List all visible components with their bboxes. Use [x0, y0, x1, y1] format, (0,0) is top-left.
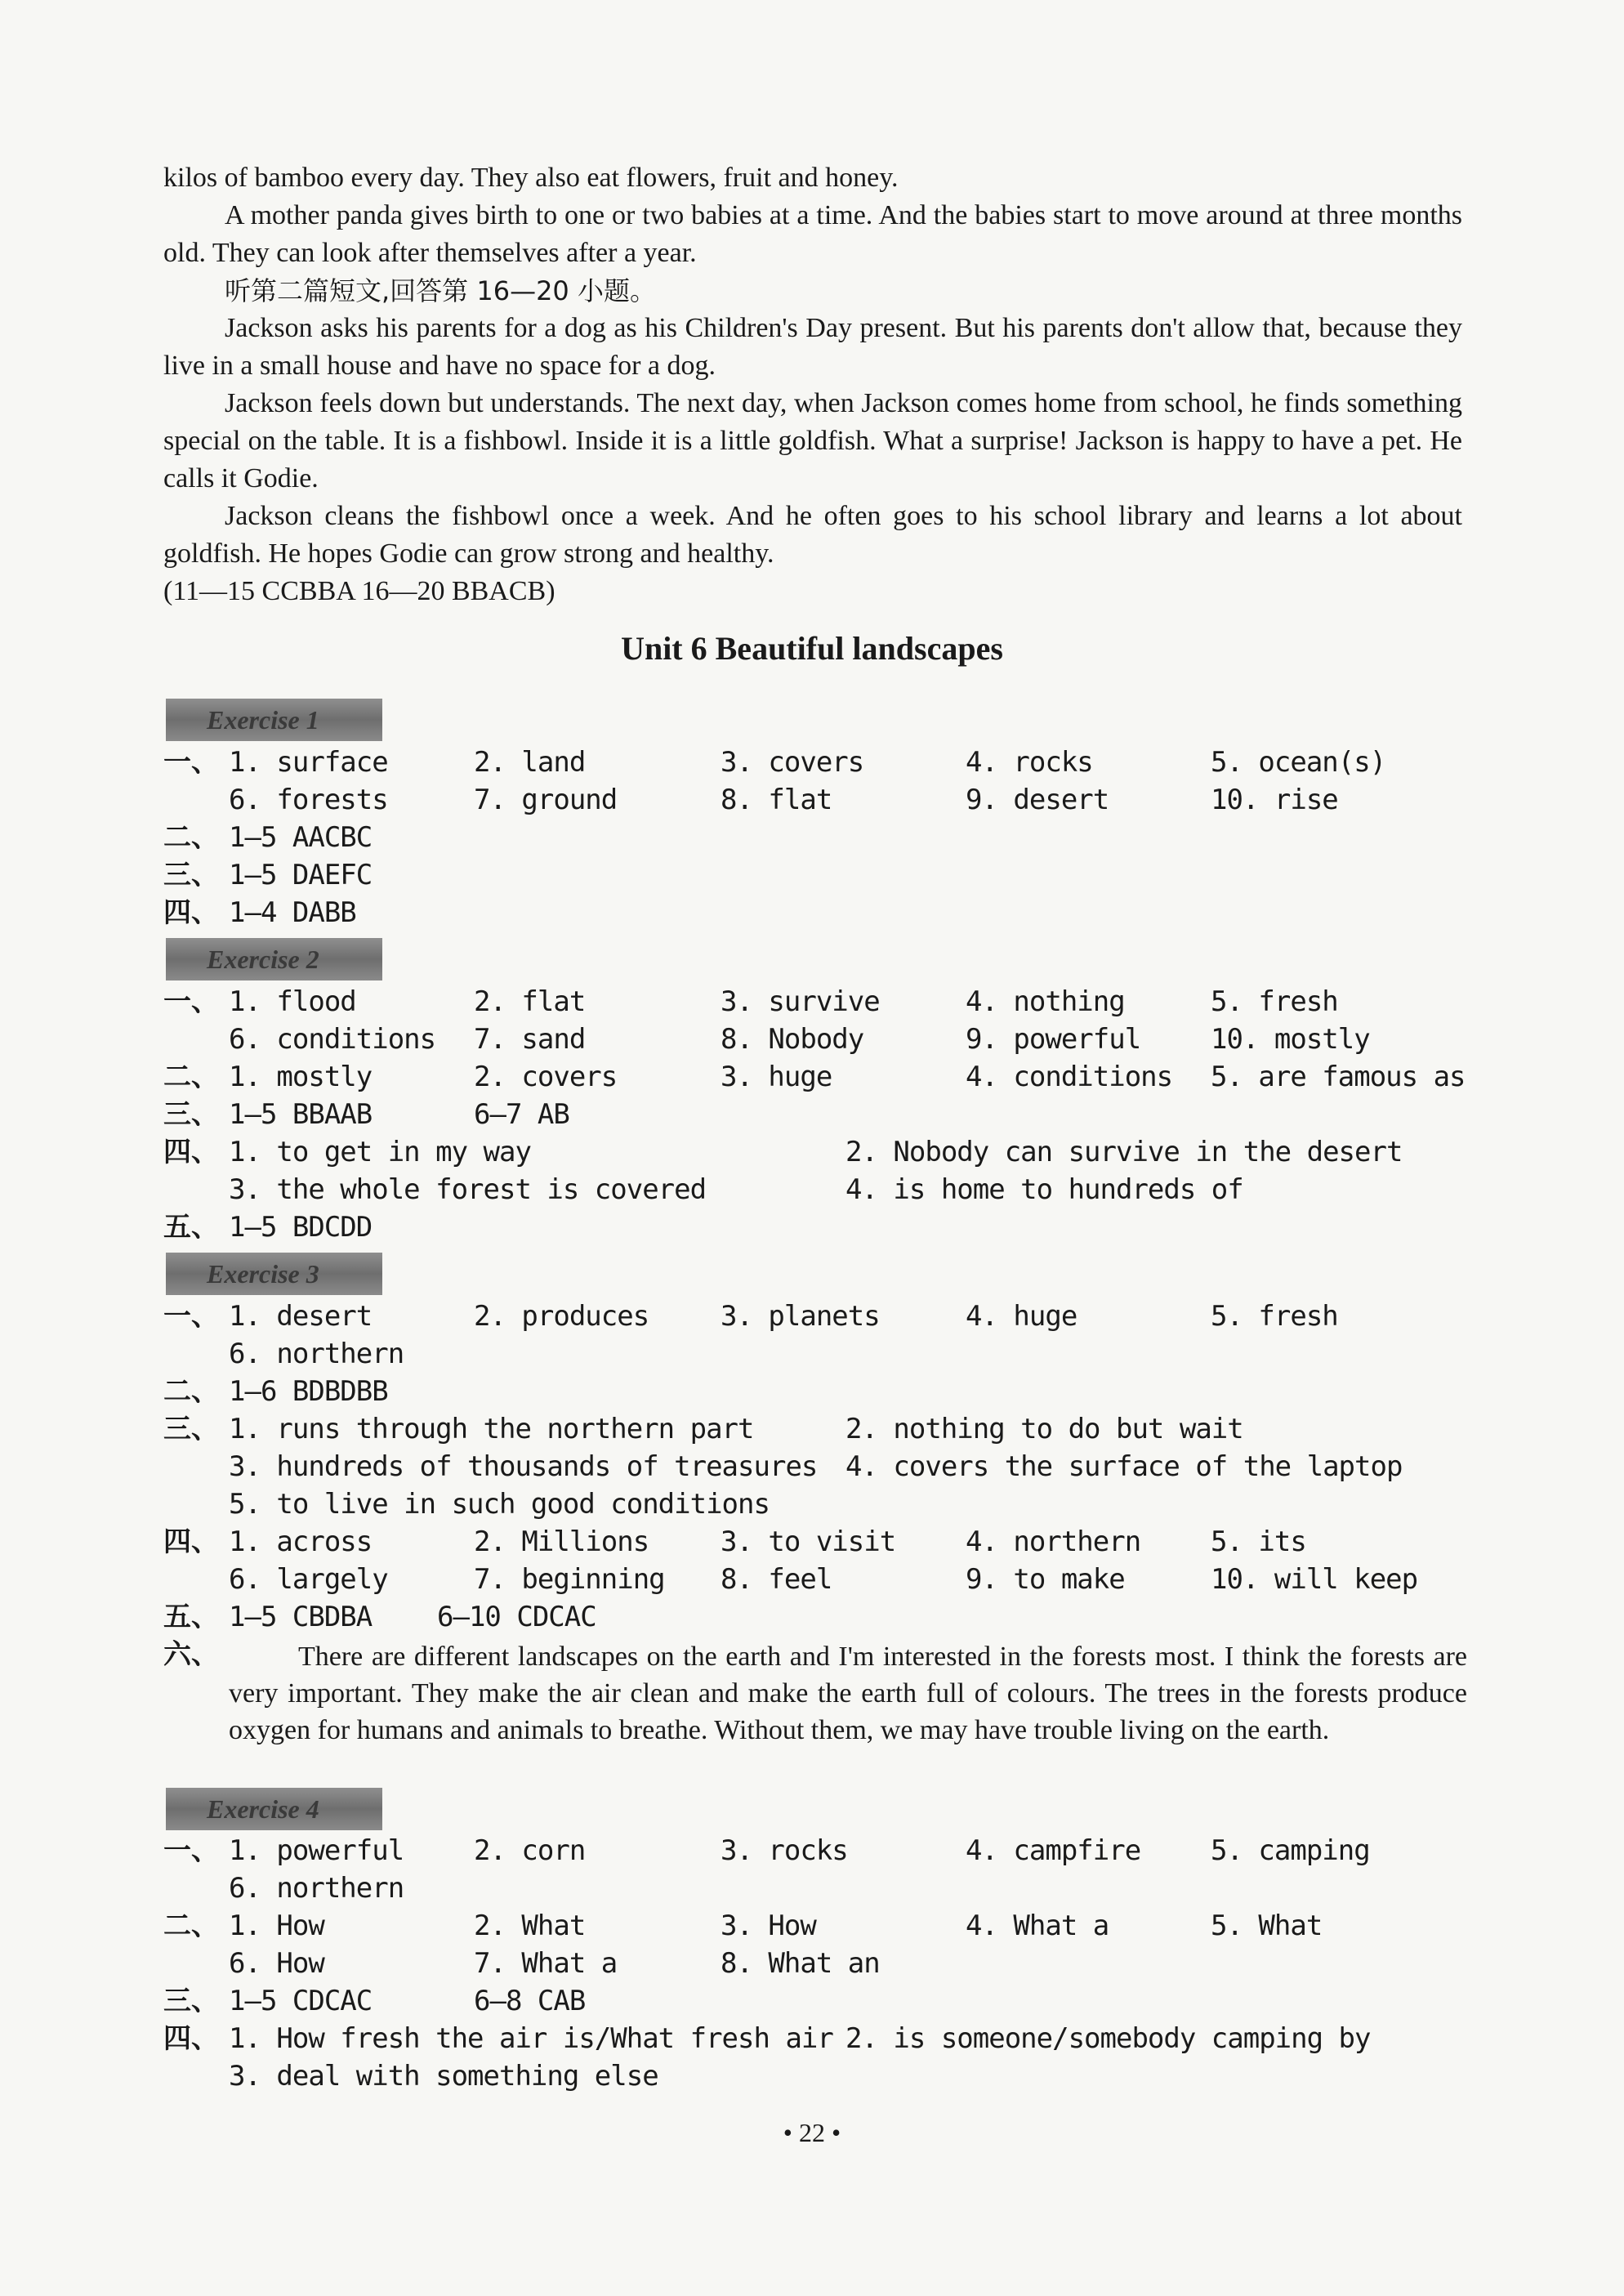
answer: 3. How — [721, 1910, 816, 1942]
answer: 4. is home to hundreds of — [845, 1173, 1243, 1206]
answer: 3. planets — [721, 1300, 880, 1333]
answer: 1—5 BBAAB — [229, 1098, 373, 1131]
answer-row — [163, 983, 1470, 1021]
answer: 4. conditions — [966, 1061, 1173, 1093]
answer: 7. ground — [474, 784, 618, 816]
section-number: 三、 — [163, 859, 219, 891]
answer-row — [163, 856, 1470, 894]
answer: 6. largely — [229, 1563, 388, 1596]
answer-row — [163, 1171, 1470, 1208]
answer: 4. northern — [966, 1525, 1141, 1558]
answer: 9. to make — [966, 1563, 1125, 1596]
section-number: 二、 — [163, 1061, 219, 1093]
answer: 1. How fresh the air is/What fresh air — [229, 2022, 833, 2055]
listening-instruction: 听第二篇短文,回答第 16—20 小题。 — [225, 275, 656, 306]
section-number: 四、 — [163, 2022, 219, 2055]
answer-row — [163, 1832, 1470, 1869]
answer: 2. flat — [474, 985, 586, 1018]
exercise-label: Exercise 3 — [166, 1253, 382, 1295]
answer: 2. covers — [474, 1061, 618, 1093]
answer: 10. will keep — [1211, 1563, 1418, 1596]
answer-row — [163, 1096, 1470, 1133]
unit-title: Unit 6 Beautiful landscapes — [621, 630, 1003, 667]
answer: 2. produces — [474, 1300, 649, 1333]
answer-row — [163, 1945, 1470, 1982]
answer: 6. northern — [229, 1872, 404, 1905]
answer: 9. powerful — [966, 1023, 1141, 1056]
answer: 1—5 AACBC — [229, 821, 373, 854]
answer: 6. northern — [229, 1338, 404, 1370]
answer-row — [163, 1561, 1470, 1598]
answer: 6—8 CAB — [474, 1985, 586, 2017]
answer: 2. Millions — [474, 1525, 649, 1558]
answer: 6. forests — [229, 784, 388, 816]
exercise-label: Exercise 4 — [166, 1788, 382, 1830]
answer: 3. rocks — [721, 1834, 848, 1867]
section-number: 六、 — [163, 1638, 219, 1671]
answer: 4. What a — [966, 1910, 1109, 1942]
paragraph: A mother panda gives birth to one or two babies at a time. And the babies start to move around at three months old. They can look after themselves after a year. — [163, 200, 1462, 268]
answer-row — [163, 1448, 1470, 1485]
answer-row — [163, 894, 1470, 931]
answer: 2. Nobody can survive in the desert — [845, 1136, 1403, 1168]
answer-row — [163, 1982, 1470, 2020]
answer: 7. sand — [474, 1023, 586, 1056]
answer: 3. hundreds of thousands of treasures — [229, 1450, 818, 1483]
section-number: 四、 — [163, 1525, 219, 1558]
answer-row — [163, 1485, 1470, 1523]
answer: 5. to live in such good conditions — [229, 1488, 770, 1521]
answer-row — [163, 1021, 1470, 1058]
answer: 4. rocks — [966, 746, 1093, 779]
answer: 5. are famous as — [1211, 1061, 1466, 1093]
answer-row — [163, 819, 1470, 856]
section-number: 二、 — [163, 1375, 219, 1408]
answer: 5. ocean(s) — [1211, 746, 1386, 779]
section-number: 五、 — [163, 1601, 219, 1633]
section-number: 三、 — [163, 1413, 219, 1445]
answer: 4. campfire — [966, 1834, 1141, 1867]
answer: 1. surface — [229, 746, 388, 779]
section-number: 二、 — [163, 821, 219, 854]
answer: 2. nothing to do but wait — [845, 1413, 1243, 1445]
answer: 2. corn — [474, 1834, 586, 1867]
answer: 8. flat — [721, 784, 832, 816]
answer: 8. What an — [721, 1947, 880, 1980]
answer: 2. land — [474, 746, 586, 779]
answer: 6. How — [229, 1947, 324, 1980]
answer: 3. deal with something else — [229, 2060, 658, 2093]
paragraph: Jackson feels down but understands. The next day, when Jackson comes home from school, he finds something special on the table. It is a fishbowl. Inside it is a little goldfish. What a surprise! Jackson is happy to have a pet. He calls it Godie. — [163, 388, 1462, 494]
exercise-label: Exercise 1 — [166, 699, 382, 741]
answer: 6—10 CDCAC — [437, 1601, 596, 1633]
answer: 8. Nobody — [721, 1023, 864, 1056]
paragraph: Jackson cleans the fishbowl once a week. And he often goes to his school library and learns a lot about goldfish. He hopes Godie can grow strong and healthy. — [163, 501, 1462, 569]
answer: 8. feel — [721, 1563, 832, 1596]
answer-row — [163, 781, 1470, 819]
answer: 1. flood — [229, 985, 356, 1018]
answer-row — [163, 744, 1470, 781]
answer: 1—5 CDCAC — [229, 1985, 373, 2017]
section-number: 一、 — [163, 1834, 219, 1867]
answer: 9. desert — [966, 784, 1109, 816]
answer: 1. mostly — [229, 1061, 373, 1093]
answer-row — [163, 1869, 1470, 1907]
answer: 1—5 BDCDD — [229, 1211, 373, 1244]
answer: 5. fresh — [1211, 1300, 1338, 1333]
answer: 1. to get in my way — [229, 1136, 531, 1168]
answer: 2. What — [474, 1910, 586, 1942]
section-number: 一、 — [163, 985, 219, 1018]
answer-row — [163, 2020, 1470, 2057]
answer-row — [163, 1907, 1470, 1945]
answer: 7. beginning — [474, 1563, 665, 1596]
answer-row — [163, 1598, 1470, 1636]
answer: 1. How — [229, 1910, 324, 1942]
answer-row — [163, 2057, 1470, 2095]
answer: 1—6 BDBDBB — [229, 1375, 388, 1408]
answer-key-line: (11—15 CCBBA 16—20 BBACB) — [163, 576, 555, 606]
answer: 1—5 CBDBA — [229, 1601, 373, 1633]
answer-row — [163, 1335, 1470, 1373]
page-number: • 22 • — [783, 2118, 841, 2147]
answer: 5. fresh — [1211, 985, 1338, 1018]
answer: 7. What a — [474, 1947, 618, 1980]
answer: 3. to visit — [721, 1525, 896, 1558]
answer-row — [163, 1410, 1470, 1448]
answer: 3. covers — [721, 746, 864, 779]
section-number: 一、 — [163, 1300, 219, 1333]
answer: 3. huge — [721, 1061, 832, 1093]
answer-row — [163, 1523, 1470, 1561]
answer: 1—4 DABB — [229, 896, 356, 929]
section-number: 二、 — [163, 1910, 219, 1942]
exercise-label: Exercise 2 — [166, 938, 382, 980]
answer: 10. rise — [1211, 784, 1338, 816]
answer-row — [163, 1058, 1470, 1096]
answer-row — [163, 1373, 1470, 1410]
answer: 2. is someone/somebody camping by — [845, 2022, 1371, 2055]
section-number: 三、 — [163, 1098, 219, 1131]
answer-row — [163, 1298, 1470, 1335]
section-number: 三、 — [163, 1985, 219, 2017]
paragraph: kilos of bamboo every day. They also eat flowers, fruit and honey. — [163, 163, 899, 193]
answer: 5. camping — [1211, 1834, 1370, 1867]
answer: 5. its — [1211, 1525, 1306, 1558]
answer: 1. across — [229, 1525, 373, 1558]
answer: 4. covers the surface of the laptop — [845, 1450, 1403, 1483]
paragraph: Jackson asks his parents for a dog as his Children's Day present. But his parents don't allow that, because they live in a small house and have no space for a dog. — [163, 313, 1462, 381]
section-number: 一、 — [163, 746, 219, 779]
section-number: 四、 — [163, 1136, 219, 1168]
section-number: 四、 — [163, 896, 219, 929]
answer: 1. powerful — [229, 1834, 404, 1867]
answer: 1. desert — [229, 1300, 373, 1333]
answer: 10. mostly — [1211, 1023, 1370, 1056]
answer-row — [163, 1133, 1470, 1171]
section-number: 五、 — [163, 1211, 219, 1244]
writing-answer: There are different landscapes on the earth and I'm interested in the forests most. I think the forests are very important. They make the air clean and make the earth full of colours. The trees in the forests produce oxygen for humans and animals to breathe. Without them, we may have trouble living on the earth. — [229, 1642, 1467, 1745]
answer: 4. nothing — [966, 985, 1125, 1018]
answer: 1. runs through the northern part — [229, 1413, 754, 1445]
answer: 6. conditions — [229, 1023, 436, 1056]
answer: 4. huge — [966, 1300, 1077, 1333]
answer: 1—5 DAEFC — [229, 859, 373, 891]
answer: 3. survive — [721, 985, 880, 1018]
answer: 3. the whole forest is covered — [229, 1173, 707, 1206]
answer: 6—7 AB — [474, 1098, 569, 1131]
answer: 5. What — [1211, 1910, 1323, 1942]
answer-row — [163, 1208, 1470, 1246]
